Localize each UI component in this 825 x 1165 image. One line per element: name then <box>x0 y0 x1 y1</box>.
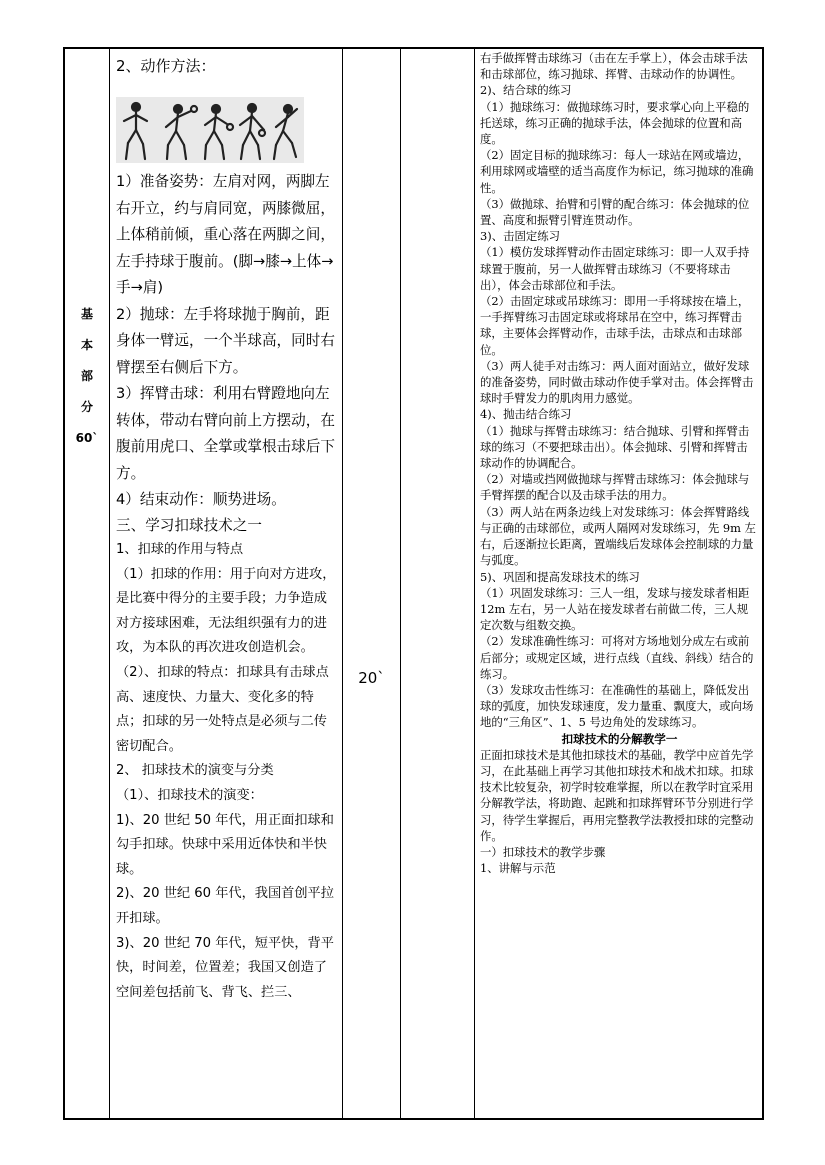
section-label-char: 分 <box>80 400 93 414</box>
text-paragraph: 3)、20 世纪 70 年代，短平快，背平快，时间差，位置差；我国又创造了空间差包括前飞、背飞、拦三、 <box>116 935 334 1000</box>
time-value: 20` <box>358 669 385 687</box>
method-step: 1）准备姿势：左肩对网，两脚左右开立，约与肩同宽，两膝微屈，上体稍前倾，重心落在两脚之间，左手持球于腹前。(脚→膝→上体→手→肩) <box>116 173 335 296</box>
text-paragraph: 1)、20 世纪 50 年代，用正面扣球和勾手扣球。快球中采用近体快和半快球。 <box>116 812 334 877</box>
content-column <box>110 49 342 1118</box>
section-heading: 三、学习扣球技术之一 <box>116 516 262 534</box>
text-paragraph: 2)、20 世纪 60 年代，我国首创平拉开扣球。 <box>116 886 334 926</box>
subsection-heading: 2、 扣球技术的演变与分类 <box>116 763 274 779</box>
practice-paragraph: 5)、巩固和提高发球技术的练习 <box>480 569 640 584</box>
practice-paragraph: （2）发球准确性练习：可将对方场地划分成左右或前后部分；或规定区域，进行点线（直线、斜线）结合的练习。 <box>480 634 754 681</box>
lesson-plan-table <box>63 47 764 1120</box>
practice-paragraph: （3）做抛球、抬臂和引臂的配合练习：体会抛球的位置、高度和振臂引臂连贯动作。 <box>480 196 750 228</box>
text-paragraph: （1）、扣球技术的演变： <box>116 788 263 804</box>
practice-paragraph: （1）抛球练习：做抛球练习时，要求掌心向上平稳的托送球，练习正确的抛球手法，体会抛球的位置和高度。 <box>480 99 750 147</box>
practice-paragraph: 1、讲解与示范 <box>480 861 556 876</box>
practice-paragraph: （1）抛球与挥臂击球练习：结合抛球、引臂和挥臂击球的练习（不要把球击出）。体会抛球、引臂和挥臂击球动作的协调配合。 <box>480 423 750 471</box>
blank-column <box>401 49 474 1118</box>
section-column <box>65 49 109 1118</box>
practice-paragraph: （1）模仿发球挥臂动作击固定球练习：即一人双手持球置于腹前，另一人做挥臂击球练习（不要将球击出），体会击球部位和手法。 <box>480 245 750 292</box>
section-label-char: 基 <box>80 307 93 321</box>
section-label-char: 部 <box>80 369 93 383</box>
player-figures-illustration <box>116 97 304 163</box>
practice-paragraph: （1）巩固发球练习：三人一组，发球与接发球者相距 12m 左右，另一人站在接发球者右前做二传，三人规定次数与组数交换。 <box>480 585 750 633</box>
practice-paragraph: （3）发球攻击性练习：在准确性的基础上，降低发出球的弧度，加快发球速度，发力量重、飘度大，或向场地的“三角区”、1、5 号边角处的发球练习。 <box>480 682 754 730</box>
method-heading: 2、动作方法： <box>116 57 216 75</box>
method-step: 2）抛球：左手将球抛于胸前，距身体一臂远，一个半球高，同时右臂摆至右侧后下方。 <box>116 305 335 376</box>
section-label <box>65 299 109 454</box>
section-label-char: 本 <box>80 338 93 352</box>
practice-paragraph: 2)、结合球的练习 <box>480 83 572 98</box>
practice-column <box>475 49 762 1118</box>
text-paragraph: （1）扣球的作用：用于向对方进攻，是比赛中得分的主要手段；力争造成对方接球困难，无法组织强有力的进攻，为本队的再次进攻创造机会。 <box>116 566 336 656</box>
practice-paragraph: （2）固定目标的抛球练习：每人一球站在网或墙边，利用球网或墙壁的适当高度作为标记，练习抛球的准确性。 <box>480 148 754 195</box>
practice-paragraph: 正面扣球技术是其他扣球技术的基础，教学中应首先学习，在此基础上再学习其他扣球技术和战术扣球。扣球技术比较复杂，初学时较难掌握，所以在教学时宜采用分解教学法，将助跑、起跳和扣球挥臂环节分别进行学习，待学生掌握后，再用完整教学法教授扣球的完整动作。 <box>480 747 754 843</box>
teaching-section-title: 扣球技术的分解教学一 <box>561 731 678 746</box>
practice-paragraph: 4)、抛击结合练习 <box>480 407 572 422</box>
practice-paragraph: 一）扣球技术的教学步骤 <box>480 844 606 859</box>
section-label-char: 60` <box>75 431 99 445</box>
method-step: 4）结束动作：顺势进场。 <box>116 491 286 508</box>
serve-sequence-figure <box>116 97 304 163</box>
time-column <box>343 49 400 1118</box>
practice-paragraph: （2）对墙或挡网做抛球与挥臂击球练习：体会抛球与手臂挥摆的配合以及击球手法的用力。 <box>480 472 750 503</box>
method-step: 3）挥臂击球：利用右臂蹬地向左转体，带动右臂向前上方摆动，在腹前用虎口、全掌或掌根击球后下方。 <box>116 385 335 482</box>
practice-paragraph: 3)、击固定练习 <box>480 229 561 244</box>
practice-paragraph: （2）击固定球或吊球练习：即用一手将球按在墙上，一手挥臂练习击固定球或将球吊在空中，练习挥臂击球，主要体会挥臂动作，击球手法，击球点和击球部位。 <box>480 294 750 357</box>
subsection-heading: 1、扣球的作用与特点 <box>116 542 244 558</box>
practice-paragraph: （3）两人站在两条边线上对发球练习：体会挥臂路线与正确的击球部位，或两人隔网对发球练习，先 9m 左右，后逐渐拉长距离，置端线后发球体会控制球的力量与弧度。 <box>480 504 756 568</box>
practice-paragraph: （3）两人徒手对击练习：两人面对面站立，做好发球的准备姿势，同时做击球动作使手掌对击。体会挥臂击球时手臂发力的肌肉用力感觉。 <box>480 358 754 406</box>
practice-paragraph: 右手做挥臂击球练习（击在左手掌上），体会击球手法和击球部位，练习抛球、挥臂、击球动作的协调性。 <box>480 51 748 82</box>
text-paragraph: （2）、扣球的特点：扣球具有击球点高、速度快、力量大、变化多的特点；扣球的另一处特点是必须与二传密切配合。 <box>116 665 329 754</box>
